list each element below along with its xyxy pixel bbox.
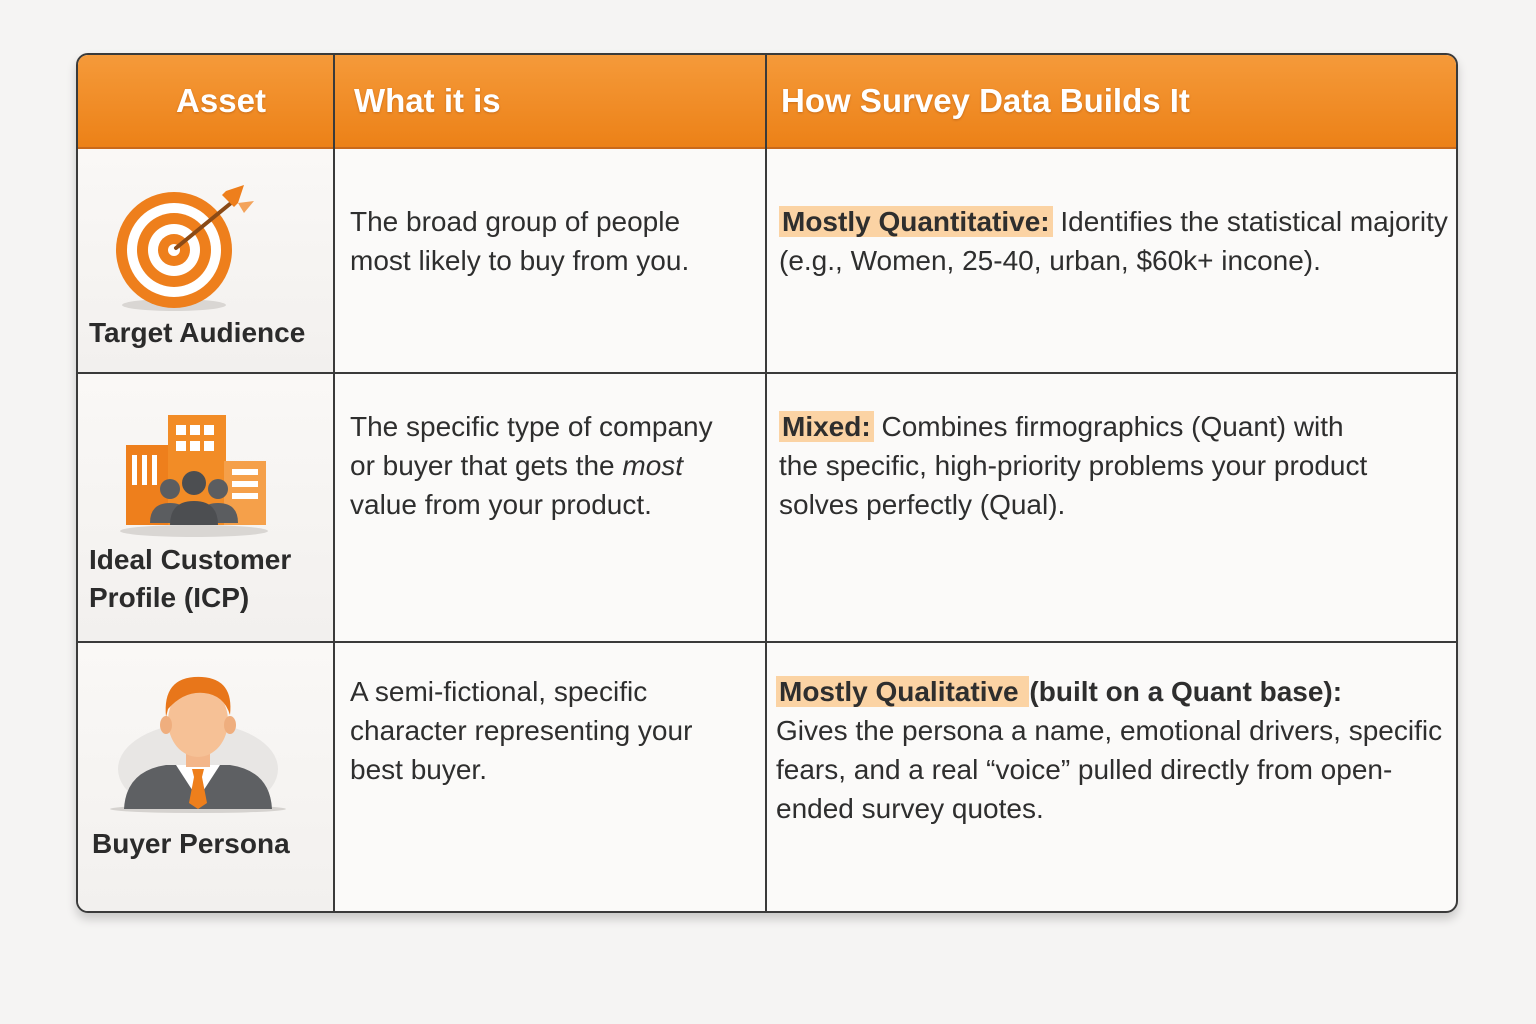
what-text: The specific type of company or buyer that gets the <box>350 411 713 481</box>
what-target-audience: The broad group of people most likely to buy from you. <box>350 206 690 276</box>
asset-label-icp: Ideal Customer Profile (ICP) <box>89 544 292 613</box>
row-divider <box>78 372 1456 374</box>
buildings-people-icon <box>118 415 278 537</box>
header-asset: Asset <box>176 82 266 119</box>
comparison-table <box>76 53 1458 913</box>
how-bold-text: (built on a Quant base): <box>1029 676 1343 707</box>
header-how-survey-data: How Survey Data Builds It <box>781 82 1190 119</box>
highlight-label: Mostly Qualitative <box>776 676 1029 707</box>
how-buyer-persona <box>776 672 1446 828</box>
header-what-it-is: What it is <box>354 82 501 119</box>
row-divider <box>78 641 1456 643</box>
column-divider <box>765 55 767 911</box>
how-text: Combines firmographics (Quant) with the specific, high-priority problems your product solves perfectly (Qual). <box>779 411 1368 520</box>
how-target-audience <box>779 202 1449 280</box>
table-header <box>78 55 1456 149</box>
asset-label-target-audience: Target Audience <box>89 317 306 348</box>
highlight-label: Mostly Quantitative: <box>779 206 1053 237</box>
highlight-label: Mixed: <box>779 411 874 442</box>
what-emphasis: most <box>622 450 684 481</box>
what-icp <box>350 407 745 524</box>
what-buyer-persona: A semi-fictional, specific character representing your best buyer. <box>350 676 693 785</box>
person-icon <box>106 669 296 813</box>
how-text: Identifies the statistical majority (e.g., Women, 25-40, urban, $60k+ incone). <box>779 206 1448 276</box>
what-text: value from your product. <box>350 489 652 520</box>
how-icp <box>779 407 1369 524</box>
column-divider <box>333 55 335 911</box>
target-icon <box>108 185 258 315</box>
how-text: Gives the persona a name, emotional drivers, specific fears, and a real “voice” pulled directly from open-ended survey quotes. <box>776 715 1443 824</box>
asset-label-buyer-persona: Buyer Persona <box>92 828 290 859</box>
